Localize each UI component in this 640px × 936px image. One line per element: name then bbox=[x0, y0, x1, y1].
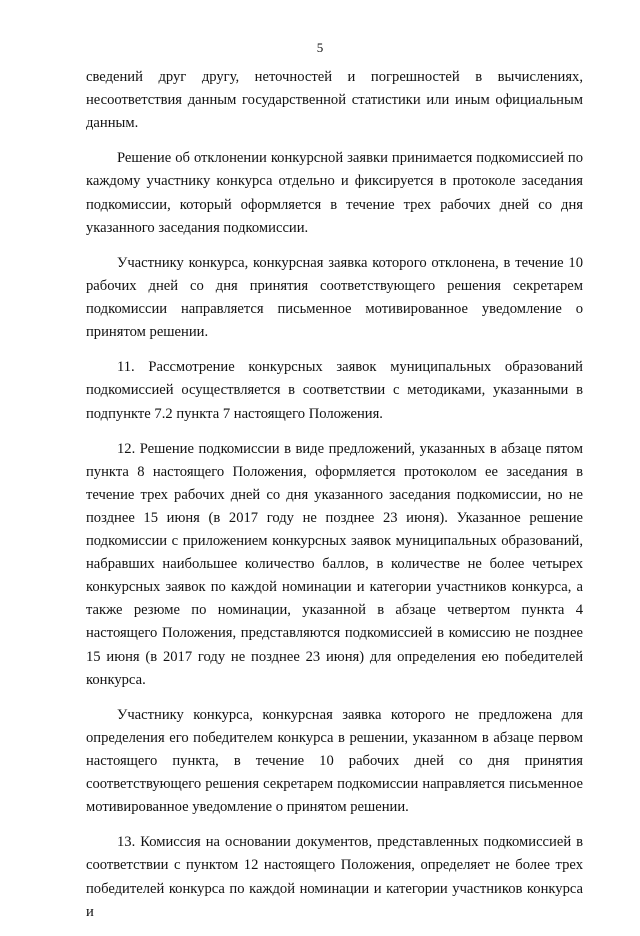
paragraph-item-11: 11. Рассмотрение конкурсных заявок муниципальных образований подкомиссией осуществляется в соответствии с методиками, указанными в подпункте 7.2 пункта 7 настоящего Положения. bbox=[86, 359, 583, 422]
paragraph-rejection-notice: Участнику конкурса, конкурсная заявка которого отклонена, в течение 10 рабочих дней со дня принятия соответствующего решения секретарем подкомиссии направляется письменное мотивированное уведомление о принятом решении. bbox=[86, 254, 583, 341]
paragraph-not-proposed-notice: Участнику конкурса, конкурсная заявка которого не предложена для определения его победителем конкурса в решении, указанном в абзаце первом настоящего пункта, в течение 10 рабочих дней со дня принятия соответствующего решения секретарем подкомиссии направляется письменное мотивированное уведомление о принятом решении. bbox=[86, 706, 583, 816]
paragraph-item-13: 13. Комиссия на основании документов, представленных подкомиссией в соответствии с пунктом 12 настоящего Положения, определяет не более трех победителей конкурса по каждой номинации и категории участников конкурса и bbox=[86, 834, 583, 920]
paragraph-rejection-decision: Решение об отклонении конкурсной заявки принимается подкомиссией по каждому участнику конкурса отдельно и фиксируется в протоколе заседания подкомиссии, который оформляется в течение трех рабочих дней со дня указанного заседания подкомиссии. bbox=[86, 150, 583, 236]
paragraph-item-12: 12. Решение подкомиссии в виде предложений, указанных в абзаце пятом пункта 8 настоящего Положения, оформляется протоколом ее заседания в течение трех рабочих дней со дня указанного заседания подкомиссии, но не позднее 15 июня (в 2017 году не позднее 23 июня). Указанное решение подкомиссии с приложением конкурсных заявок муниципальных образований, набравших наибольшее количество баллов, в количестве не более четырех конкурсных заявок по каждой номинации и категории участников конкурса, а также резюме по номинации, указанной в абзаце четвертом пункта 4 настоящего Положения, представляются подкомиссией в комиссию не позднее 15 июня (в 2017 году не позднее 23 июня) для определения ею победителей конкурса. bbox=[86, 440, 583, 688]
page-number: 5 bbox=[316, 40, 324, 55]
document-body bbox=[86, 66, 583, 936]
paragraph-continuation: сведений друг другу, неточностей и погрешностей в вычислениях, несоответствия данным государственной статистики или иным официальным данным. bbox=[86, 69, 583, 132]
